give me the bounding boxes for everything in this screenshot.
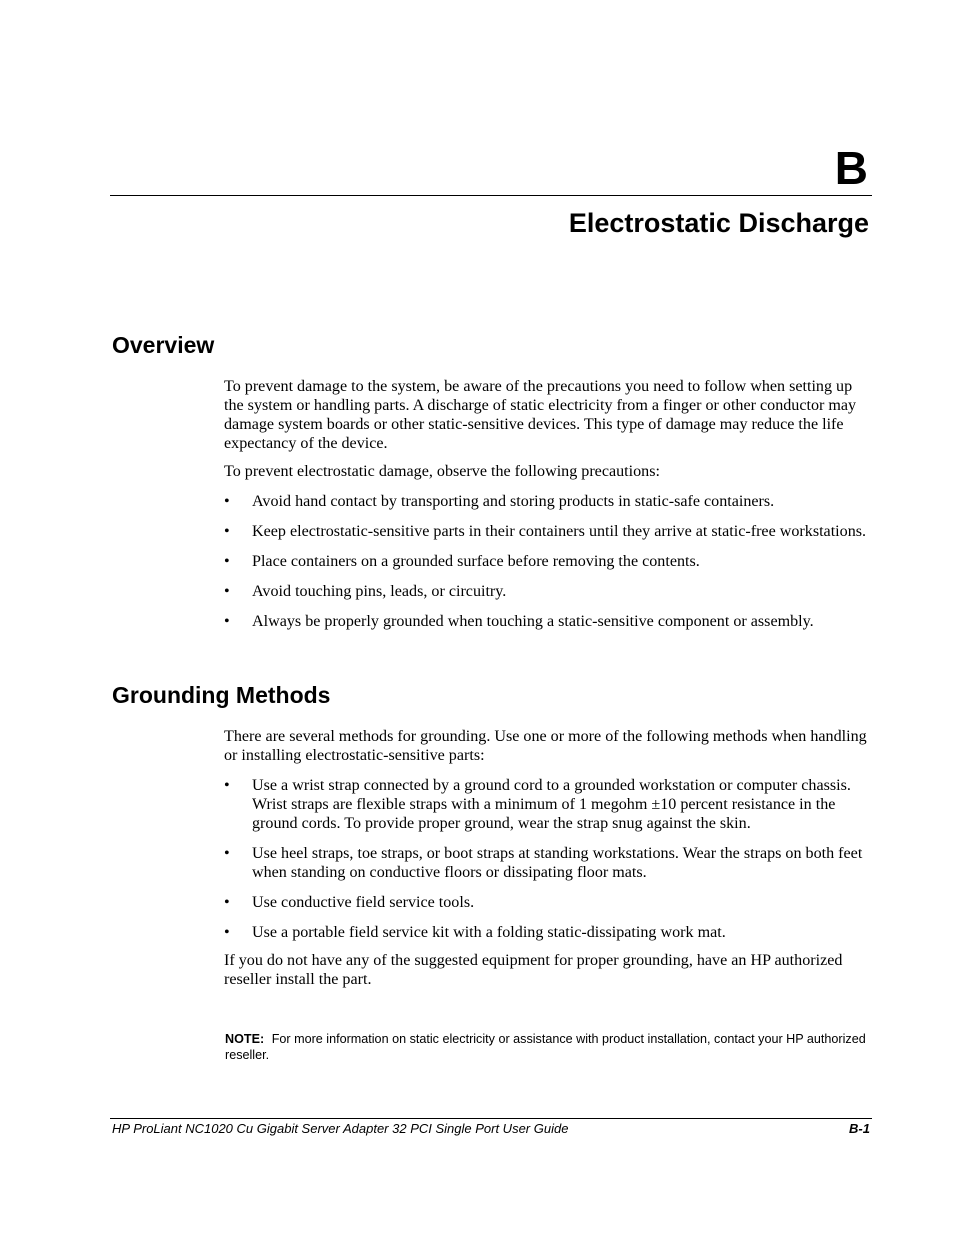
note-text: For more information on static electricity or assistance with product installation, contact your HP authorized reseller. xyxy=(225,1032,866,1062)
grounding-intro: There are several methods for grounding. Use one or more of the following methods when handling or installing electrostatic-sensitive parts: xyxy=(224,728,867,764)
overview-bullet-list xyxy=(224,492,872,631)
list-item: • Place containers on a grounded surface before removing the contents. xyxy=(224,553,700,570)
list-item: • Avoid touching pins, leads, or circuitry. xyxy=(224,583,507,600)
bullet-icon: • xyxy=(224,613,230,630)
note xyxy=(225,1031,875,1063)
footer-rule xyxy=(110,1118,872,1119)
list-item: • Use a portable field service kit with a folding static-dissipating work mat. xyxy=(224,924,726,941)
bullet-icon: • xyxy=(224,553,230,570)
bullet-icon: • xyxy=(224,583,230,600)
grounding-closing: If you do not have any of the suggested equipment for proper grounding, have an HP authorized reseller install the part. xyxy=(224,952,843,988)
overview-body xyxy=(224,377,872,642)
bullet-icon: • xyxy=(224,845,230,862)
list-item: • Avoid hand contact by transporting and storing products in static-safe containers. xyxy=(224,493,775,510)
grounding-body xyxy=(224,727,872,998)
overview-heading: Overview xyxy=(112,332,215,358)
note-label: NOTE: xyxy=(225,1032,265,1046)
grounding-heading: Grounding Methods xyxy=(112,682,331,708)
bullet-icon: • xyxy=(224,493,230,510)
bullet-icon: • xyxy=(224,523,230,540)
chapter-title: Electrostatic Discharge xyxy=(568,208,869,238)
list-item: • Use heel straps, toe straps, or boot straps at standing workstations. Wear the straps on both feet when standing on conductive floors or dissipating floor mats. xyxy=(224,845,863,881)
grounding-bullet-list xyxy=(224,776,872,942)
bullet-icon: • xyxy=(224,924,230,941)
footer-title: HP ProLiant NC1020 Cu Gigabit Server Adapter 32 PCI Single Port User Guide xyxy=(112,1121,569,1136)
chapter-rule xyxy=(110,195,872,196)
overview-intro: To prevent damage to the system, be aware of the precautions you need to follow when setting up the system or handling parts. A discharge of static electricity from a finger or other conductor may damage system boards or other static-sensitive devices. This type of damage may reduce the life expectancy of the device. xyxy=(224,378,857,452)
bullet-icon: • xyxy=(224,777,230,794)
bullet-icon: • xyxy=(224,894,230,911)
list-item: • Use conductive field service tools. xyxy=(224,894,475,911)
list-item: • Use a wrist strap connected by a ground cord to a grounded workstation or computer chassis. Wrist straps are flexible straps with a minimum of 1 megohm ±10 percent resistance in the ground cords. To provide proper ground, wear the strap snug against the skin. xyxy=(224,777,851,832)
appendix-letter: B xyxy=(834,142,868,194)
footer-page-number: B-1 xyxy=(849,1121,870,1136)
list-item: • Keep electrostatic-sensitive parts in their containers until they arrive at static-free workstations. xyxy=(224,523,867,540)
overview-lead: To prevent electrostatic damage, observe the following precautions: xyxy=(224,463,660,480)
list-item: • Always be properly grounded when touching a static-sensitive component or assembly. xyxy=(224,613,814,630)
